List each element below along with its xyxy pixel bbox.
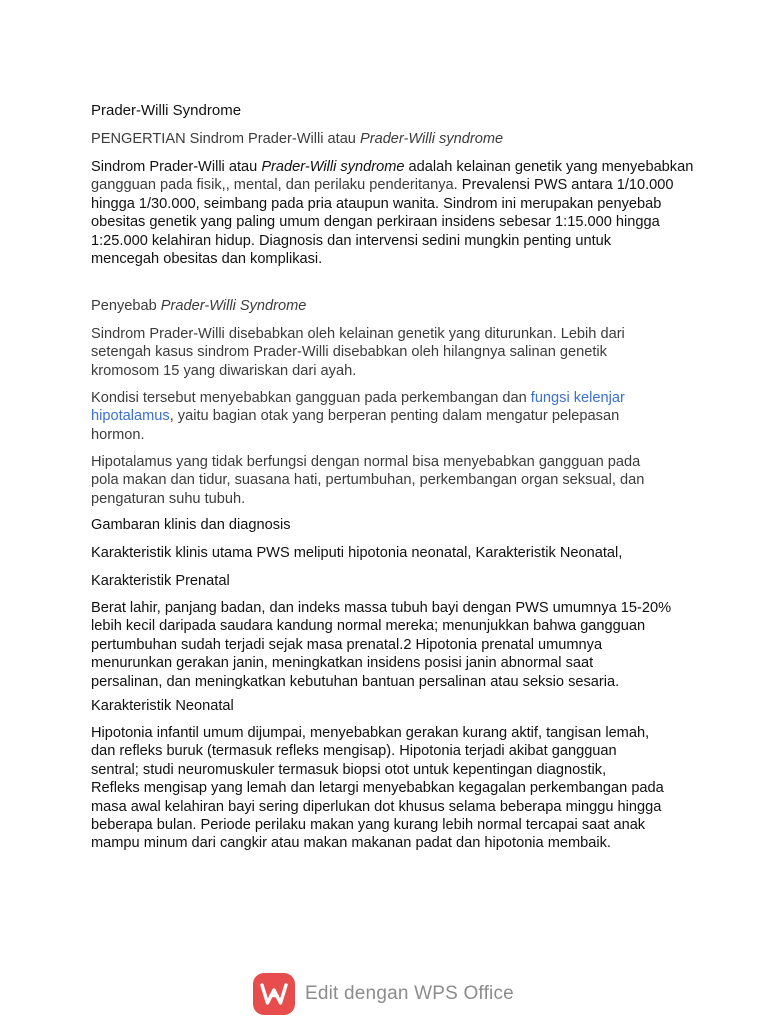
intro-line-2 [91,176,683,194]
paragraph-line: Berat lahir, panjang badan, dan indeks massa tubuh bayi dengan PWS umumnya 15-20% [91,600,672,616]
penyebab-paragraph-1 [91,325,683,380]
paragraph-line: kromosom 15 yang diwariskan dari ayah. [91,362,357,379]
neonatal-heading: Karakteristik Neonatal [91,698,234,714]
fungsi-kelenjar-link[interactable]: fungsi kelenjar [530,390,625,406]
prenatal-heading: Karakteristik Prenatal [91,573,230,589]
paragraph-line: mampu minum dari cangkir atau makan makanan padat dan hipotonia membaik. [91,835,611,852]
paragraph-line: pola makan dan tidur, suasana hati, pertumbuhan, perkembangan organ seksual, dan [91,472,645,489]
penyebab-paragraph-2 [91,389,683,444]
paragraph-line: sentral; studi neuromuskuler termasuk biopsi otot untuk kepentingan diagnostik, [91,761,607,778]
gambaran-heading: Gambaran klinis dan diagnosis [91,517,291,533]
paragraph-line: Hipotonia infantil umum dijumpai, menyebabkan gerakan kurang aktif, tangisan lemah, [91,725,650,741]
paragraph-line: Sindrom Prader-Willi disebabkan oleh kelainan genetik yang diturunkan. Lebih dari [91,326,625,342]
intro-line-6: mencegah obesitas dan komplikasi. [91,251,323,268]
paragraph-line: menurunkan gerakan janin, meningkatkan insidens posisi janin abnormal saat [91,655,594,672]
penyebab-heading [91,297,683,315]
paragraph-line: Hipotalamus yang tidak berfungsi dengan normal bisa menyebabkan gangguan pada [91,454,641,470]
pengertian-line [91,130,683,148]
intro-italic: Prader-Willi syndrome [261,159,405,175]
intro-text: gangguan pada fisik,, mental, dan perilaku penderitanya. [91,177,458,194]
karakteristik-utama: Karakteristik klinis utama PWS meliputi hipotonia neonatal, Karakteristik Neonatal, [91,545,623,561]
penyebab-prefix: Penyebab [91,298,161,314]
paragraph-line: Refleks mengisap yang lemah dan letargi menyebabkan kegagalan perkembangan pada [91,780,664,797]
intro-text: Prevalensi PWS antara 1/10.000 [457,177,674,194]
paragraph-line: dan refleks buruk (termasuk refleks mengisap). Hipotonia terjadi akibat gangguan [91,743,617,760]
intro-text: Sindrom Prader-Willi atau [91,159,262,175]
document-title: Prader-Willi Syndrome [91,102,242,119]
paragraph-line: lebih kecil daripada saudara kandung normal mereka; menunjukkan bahwa gangguan [91,618,646,635]
prenatal-paragraph [91,599,683,691]
paragraph-line: setengah kasus sindrom Prader-Willi disebabkan oleh hilangnya salinan genetik [91,344,607,361]
paragraph-line [91,407,683,425]
penyebab-paragraph-3 [91,453,683,508]
paragraph-line: hormon. [91,426,145,443]
intro-text: adalah kelainan genetik yang menyebabkan [404,159,694,175]
paragraph-text: , yaitu bagian otak yang berperan penting dalam mengatur pelepasan [169,408,620,425]
paragraph-line: masa awal kelahiran bayi sering diperlukan dot khusus selama beberapa minggu hingga [91,798,662,815]
intro-paragraph [91,158,694,268]
paragraph-line [91,389,683,407]
paragraph-line: pengaturan suhu tubuh. [91,490,246,507]
pengertian-prefix: PENGERTIAN Sindrom Prader-Willi atau [91,131,360,147]
wps-label: Edit dengan WPS Office [305,983,514,1004]
neonatal-paragraph [91,724,683,853]
paragraph-text: Kondisi tersebut menyebabkan gangguan pada perkembangan dan [91,390,531,406]
pengertian-italic: Prader-Willi syndrome [359,131,504,147]
penyebab-italic: Prader-Willi Syndrome [160,298,307,314]
intro-line-3: hingga 1/30.000, seimbang pada pria ataupun wanita. Sindrom ini merupakan penyebab [91,195,662,212]
hipotalamus-link[interactable]: hipotalamus [91,408,170,425]
intro-line-1 [91,158,694,176]
paragraph-line: persalinan, dan meningkatkan kebutuhan bantuan persalinan atau seksio sesaria. [91,673,620,690]
edit-with-wps-button[interactable] [253,972,514,1016]
wps-logo-icon [253,973,295,1015]
paragraph-line: beberapa bulan. Periode perilaku makan yang kurang lebih normal tercapai saat anak [91,817,646,834]
intro-line-4: obesitas genetik yang paling umum dengan perkiraan insidens sebesar 1:15.000 hingga [91,214,660,231]
intro-line-5: 1:25.000 kelahiran hidup. Diagnosis dan intervensi sedini mungkin penting untuk [91,232,612,249]
paragraph-line: pertumbuhan sudah terjadi sejak masa prenatal.2 Hipotonia prenatal umumnya [91,636,603,653]
